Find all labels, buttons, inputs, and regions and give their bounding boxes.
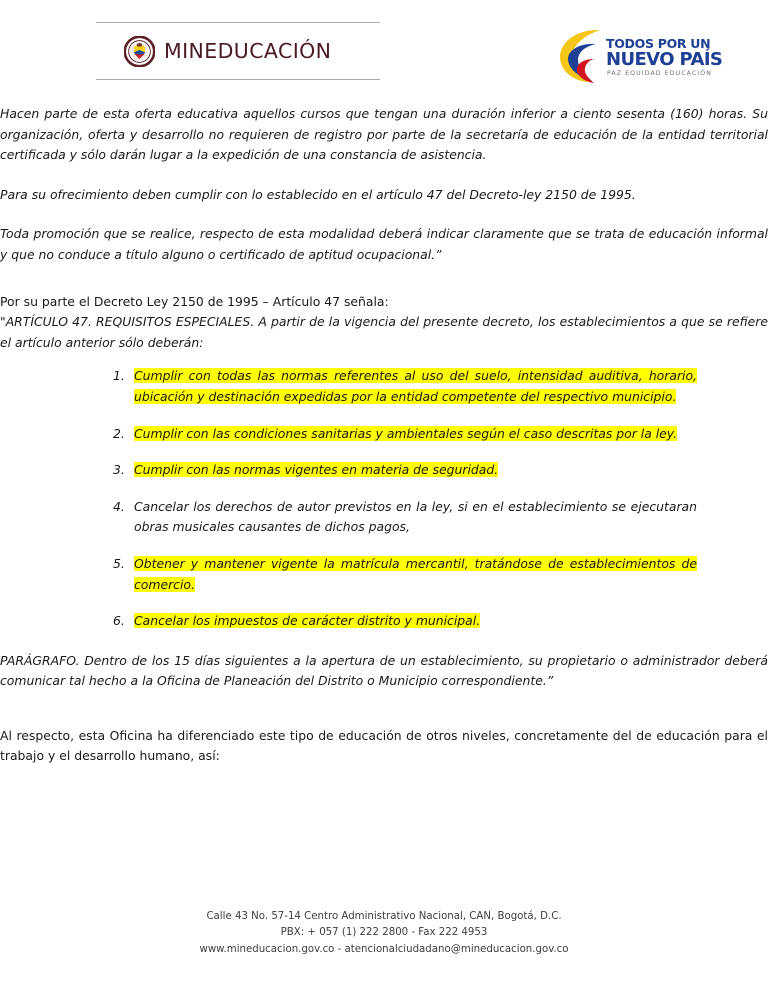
footer-web-email: www.mineducacion.gov.co - atencionalciudadano@mineducacion.gov.co bbox=[199, 943, 569, 955]
campaign-line-1: TODOS POR UN bbox=[606, 36, 711, 51]
list-item-number: 2. bbox=[113, 425, 125, 441]
paragrafo-clause: PARÁGRAFO. Dentro de los 15 días siguientes a la apertura de un establecimiento, su propietario o administrador deberá comunicar tal hecho a la Oficina de Planeación del Distrito o Municipio correspondiente.” bbox=[0, 652, 768, 689]
document-body bbox=[0, 104, 768, 767]
list-item-number: 5. bbox=[113, 555, 125, 571]
logo-rule-bottom bbox=[96, 79, 380, 80]
articulo-47-heading: "ARTÍCULO 47. REQUISITOS ESPECIALES. A partir de la vigencia del presente decreto, los establecimientos a que se refiere el artículo anterior sólo deberán: bbox=[0, 314, 768, 350]
list-item bbox=[113, 460, 697, 481]
paragraph-ofrecimiento: Para su ofrecimiento deben cumplir con lo establecido en el artículo 47 del Decreto-ley 2150 de 1995. bbox=[0, 186, 636, 202]
paragraph-promocion: Toda promoción que se realice, respecto de esta modalidad deberá indicar claramente que se trata de educación informal y que no conduce a título alguno o certificado de aptitud ocupacional.” bbox=[0, 226, 768, 262]
closing-paragraph: Al respecto, esta Oficina ha diferenciado este tipo de educación de otros niveles, concretamente del de educación para el trabajo y el desarrollo humano, así: bbox=[0, 727, 768, 764]
page-footer bbox=[0, 909, 768, 959]
footer-phone: PBX: + 057 (1) 222 2800 - Fax 222 4953 bbox=[280, 927, 488, 938]
list-item-text: Cumplir con las condiciones sanitarias y ambientales según el caso descritas por la ley. bbox=[134, 425, 678, 441]
spacer bbox=[0, 266, 768, 292]
list-item bbox=[113, 366, 697, 407]
campaign-tagline: PAZ EQUIDAD EDUCACIÓN bbox=[607, 70, 712, 77]
list-item-number: 3. bbox=[113, 462, 125, 478]
list-item bbox=[113, 497, 697, 538]
page-header bbox=[0, 0, 768, 104]
spacer bbox=[0, 632, 768, 651]
list-item bbox=[113, 611, 697, 632]
list-item-number: 4. bbox=[113, 498, 125, 514]
spacer bbox=[0, 205, 768, 224]
list-item-text: Cancelar los derechos de autor previstos en la ley, si en el establecimiento se ejecutaran obras musicales causantes de dichos pagos, bbox=[134, 498, 697, 535]
todos-por-un-nuevo-pais-logo bbox=[556, 27, 723, 89]
colombia-flag-swoosh-icon bbox=[556, 27, 604, 85]
spacer bbox=[0, 353, 768, 366]
footer-address: Calle 43 No. 57-14 Centro Administrativo Nacional, CAN, Bogotá, D.C. bbox=[206, 910, 562, 922]
requisitos-especiales-list bbox=[0, 366, 768, 631]
logo-rule-top bbox=[96, 22, 380, 23]
list-item-text: Cumplir con todas las normas referentes al uso del suelo, intensidad auditiva, horario, ubicación y destinación expedidas por la entidad competente del respectivo municipio. bbox=[134, 368, 697, 404]
list-item bbox=[113, 424, 697, 445]
colombia-coat-of-arms-seal-icon bbox=[124, 36, 155, 67]
list-item-number: 1. bbox=[113, 368, 125, 384]
list-item-text: Obtener y mantener vigente la matrícula mercantil, tratándose de establecimientos de comercio. bbox=[134, 555, 697, 592]
list-item-text: Cumplir con las normas vigentes en materia de seguridad. bbox=[134, 462, 499, 478]
campaign-line-2: NUEVO PAÍS bbox=[606, 49, 723, 70]
mineducacion-wordmark: MINEDUCACIÓN bbox=[164, 39, 332, 63]
mineducacion-logo bbox=[96, 22, 380, 94]
spacer bbox=[0, 692, 768, 726]
paragraph-oferta-educativa: Hacen parte de esta oferta educativa aquellos cursos que tengan una duración inferior a ciento sesenta (160) horas. Su organización, oferta y desarrollo no requieren de registro por parte de la secretaría de educación de la entidad territorial certificada y sólo darán lugar a la expedición de una constancia de asistencia. bbox=[0, 106, 768, 163]
spacer bbox=[0, 166, 768, 185]
list-item-number: 6. bbox=[113, 613, 125, 629]
list-item-text: Cancelar los impuestos de carácter distrito y municipal. bbox=[134, 613, 481, 629]
list-item bbox=[113, 554, 697, 595]
intro-decreto-ley: Por su parte el Decreto Ley 2150 de 1995 – Artículo 47 señala: bbox=[0, 293, 389, 309]
